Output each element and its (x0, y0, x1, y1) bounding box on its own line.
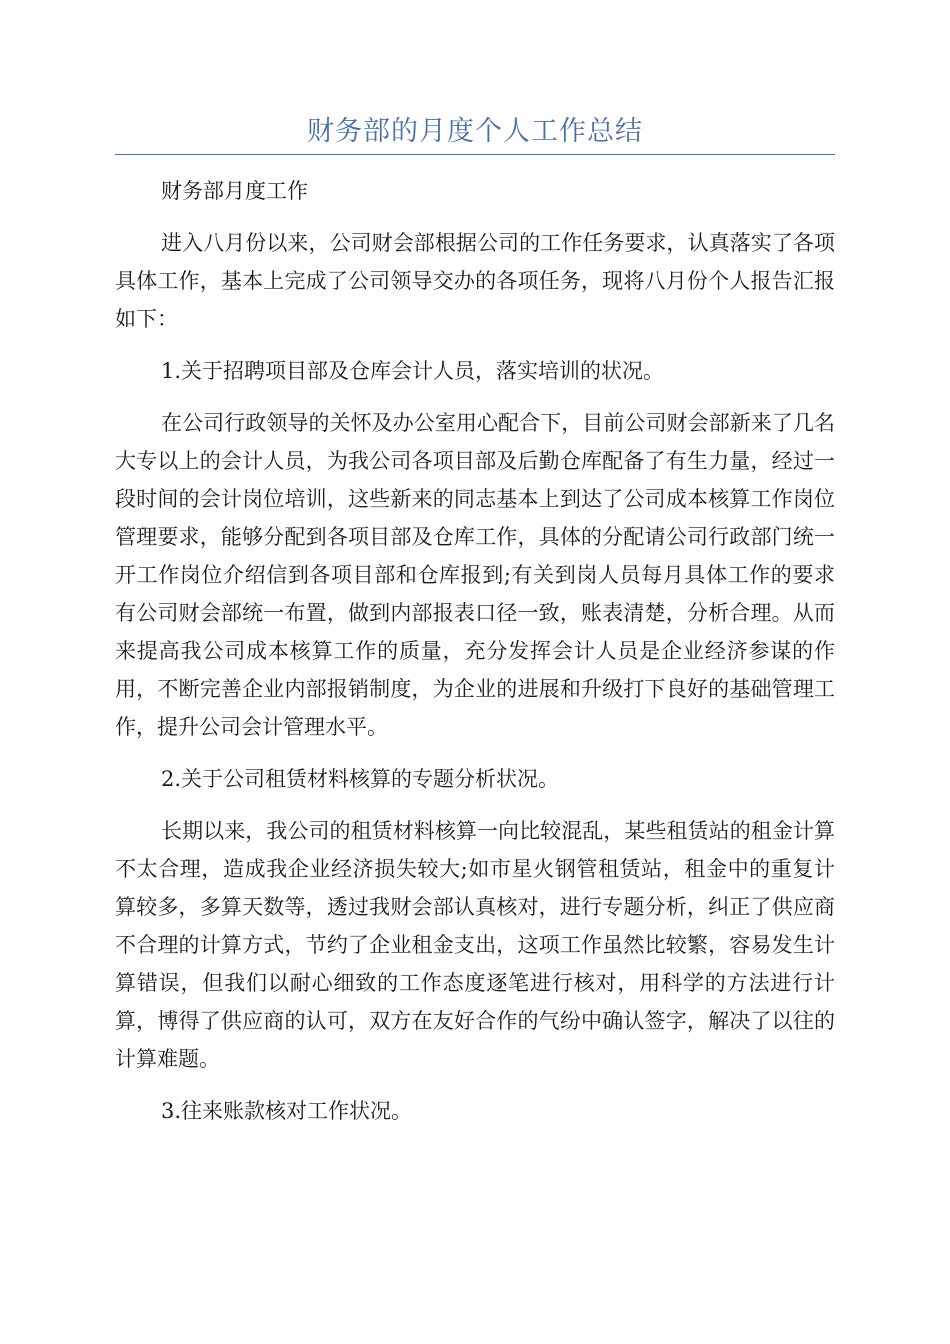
title-underline (115, 154, 835, 155)
item-heading-1: 1.关于招聘项目部及仓库会计人员，落实培训的状况。 (161, 359, 665, 383)
section-heading: 财务部月度工作 (161, 179, 308, 203)
body-paragraph: 在公司行政领导的关怀及办公室用心配合下，目前公司财会部新来了几名大专以上的会计人员，为我公司各项目部及后勤仓库配备了有生力量，经过一段时间的会计岗位培训，这些新来的同志基本上到达了公司成本核算工作岗位管理要求，能够分配到各项目部及仓库工作，具体的分配请公司行政部门统一开工作岗位介绍信到各项目部和仓库报到;有关到岗人员每月具体工作的要求有公司财会部统一布置，做到内部报表口径一致，账表清楚，分析合理。从而来提高我公司成本核算工作的质量，充分发挥会计人员是企业经济参谋的作用，不断完善企业内部报销制度，为企业的进展和升级打下良好的基础管理工作，提升公司会计管理水平。 (115, 411, 835, 739)
item-heading-2: 2.关于公司租赁材料核算的专题分析状况。 (161, 767, 560, 791)
intro-paragraph: 进入八月份以来，公司财会部根据公司的工作任务要求，认真落实了各项具体工作，基本上完成了公司领导交办的各项任务，现将八月份个人报告汇报如下： (115, 231, 835, 331)
document-body (115, 172, 835, 1144)
document-title: 财务部的月度个人工作总结 (307, 116, 643, 147)
item-heading-3: 3.往来账款核对工作状况。 (161, 1099, 413, 1123)
body-paragraph: 长期以来，我公司的租赁材料核算一向比较混乱，某些租赁站的租金计算不太合理，造成我企业经济损失较大;如市星火钢管租赁站，租金中的重复计算较多，多算天数等，透过我财会部认真核对，进行专题分析，纠正了供应商不合理的计算方式，节约了企业租金支出，这项工作虽然比较繁，容易发生计算错误，但我们以耐心细致的工作态度逐笔进行核对，用科学的方法进行计算，博得了供应商的认可，双方在友好合作的气纷中确认签字，解决了以往的计算难题。 (115, 819, 835, 1071)
